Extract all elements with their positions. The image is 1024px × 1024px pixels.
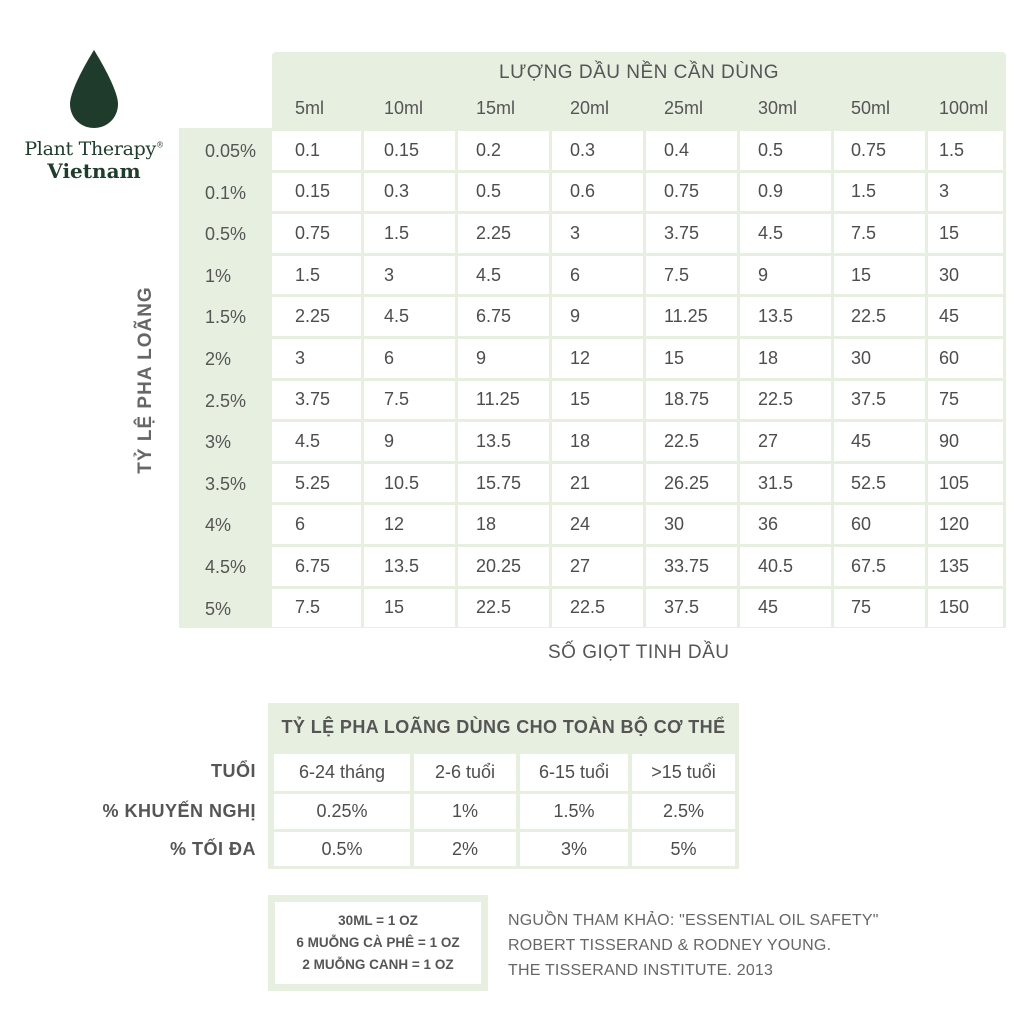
table-cell: 12 <box>364 505 455 544</box>
table-cell: 21 <box>552 464 643 503</box>
body-row-label: % KHUYẾN NGHỊ <box>102 801 256 821</box>
source-line: NGUỒN THAM KHẢO: "ESSENTIAL OIL SAFETY" <box>508 912 879 929</box>
column-header: 50ml <box>851 98 891 118</box>
table-cell: 3 <box>928 173 1003 212</box>
table-cell: 7.5 <box>272 589 361 628</box>
dilution-table-grid <box>179 128 1006 628</box>
table-cell: 22.5 <box>458 589 549 628</box>
table-cell: 0.15 <box>364 131 455 170</box>
table-cell: 20.25 <box>458 547 549 586</box>
table-cell: 0.3 <box>364 173 455 212</box>
table-cell: 0.75 <box>834 131 925 170</box>
table-cell: 1.5 <box>364 214 455 253</box>
column-header: 100ml <box>939 98 989 118</box>
column-header: 25ml <box>664 98 704 118</box>
row-label: 3% <box>205 432 232 453</box>
table-cell: 1.5 <box>834 173 925 212</box>
row-label: 2% <box>205 349 232 369</box>
table-cell: 0.5 <box>740 131 831 170</box>
table-cell: 0.9 <box>740 173 831 212</box>
table-cell: 150 <box>928 589 1003 628</box>
table-cell: 13.5 <box>458 422 549 461</box>
row-label: 4.5% <box>205 557 247 577</box>
body-table-cell: 2-6 tuổi <box>414 754 516 791</box>
table-cell: 18 <box>458 505 549 544</box>
table-cell: 75 <box>928 381 1003 420</box>
table-cell: 105 <box>928 464 1003 503</box>
source-line: THE TISSERAND INSTITUTE. 2013 <box>508 962 774 979</box>
table-cell: 67.5 <box>834 547 925 586</box>
table-cell: 4.5 <box>458 256 549 295</box>
table-cell: 75 <box>834 589 925 628</box>
x-axis-title: SỐ GIỌT TINH DẦU <box>548 642 730 663</box>
row-label: 0.05% <box>205 141 257 161</box>
table-cell: 135 <box>928 547 1003 586</box>
table-cell: 52.5 <box>834 464 925 503</box>
table-cell: 1.5 <box>272 256 361 295</box>
row-label: 1% <box>205 265 232 286</box>
column-header: 5ml <box>295 98 325 118</box>
table-cell: 0.75 <box>272 214 361 253</box>
table-cell: 0.15 <box>272 173 361 212</box>
row-label: 5% <box>205 598 232 619</box>
dilution-table-title: LƯỢNG DẦU NỀN CẦN DÙNG <box>499 62 779 83</box>
table-cell: 7.5 <box>364 381 455 420</box>
table-cell: 37.5 <box>834 381 925 420</box>
row-label: 0.5% <box>205 224 247 245</box>
table-cell: 3 <box>364 256 455 295</box>
table-cell: 37.5 <box>646 589 737 628</box>
table-cell: 0.3 <box>552 131 643 170</box>
table-cell: 13.5 <box>740 297 831 336</box>
body-row-label: TUỔI <box>211 761 256 781</box>
table-cell: 9 <box>364 422 455 461</box>
conversion-line: 30ML = 1 OZ <box>338 913 418 928</box>
table-cell: 9 <box>552 297 643 336</box>
table-cell: 12 <box>552 339 643 378</box>
table-cell: 15 <box>834 256 925 295</box>
body-table-cell: >15 tuổi <box>632 754 735 791</box>
table-cell: 0.4 <box>646 131 737 170</box>
table-cell: 11.25 <box>646 297 737 336</box>
table-cell: 0.1 <box>272 131 361 170</box>
table-cell: 6.75 <box>458 297 549 336</box>
table-cell: 15 <box>364 589 455 628</box>
row-label: 3.5% <box>205 473 247 494</box>
table-cell: 6.75 <box>272 547 361 586</box>
table-cell: 30 <box>928 256 1003 295</box>
table-cell: 3.75 <box>646 214 737 253</box>
table-cell: 9 <box>740 256 831 295</box>
body-table-cell: 5% <box>632 832 735 866</box>
table-cell: 18 <box>552 422 643 461</box>
table-cell: 3 <box>272 339 361 378</box>
table-cell: 7.5 <box>834 214 925 253</box>
conversion-line: 6 MUỖNG CÀ PHÊ = 1 OZ <box>296 935 460 950</box>
table-cell: 5.25 <box>272 464 361 503</box>
row-label: 0.1% <box>205 182 247 203</box>
row-label: 2.5% <box>205 390 247 411</box>
table-cell: 15 <box>646 339 737 378</box>
table-cell: 22.5 <box>646 422 737 461</box>
table-cell: 4.5 <box>272 422 361 461</box>
body-table-cell: 3% <box>520 832 628 866</box>
table-cell: 0.5 <box>458 173 549 212</box>
y-axis-title: TỶ LỆ PHA LOÃNG <box>135 286 156 474</box>
body-table-title: TỶ LỆ PHA LOÃNG DÙNG CHO TOÀN BỘ CƠ THỂ <box>268 703 739 751</box>
column-header: 10ml <box>384 98 424 118</box>
table-cell: 22.5 <box>834 297 925 336</box>
table-cell: 36 <box>740 505 831 544</box>
table-cell: 10.5 <box>364 464 455 503</box>
body-table-cell: 6-24 tháng <box>274 754 410 791</box>
table-cell: 2.25 <box>458 214 549 253</box>
brand-name: Plant Therapy® <box>24 138 164 160</box>
conversion-line: 2 MUỖNG CANH = 1 OZ <box>302 957 454 972</box>
table-cell: 13.5 <box>364 547 455 586</box>
table-cell: 0.2 <box>458 131 549 170</box>
table-cell: 45 <box>740 589 831 628</box>
table-cell: 40.5 <box>740 547 831 586</box>
table-cell: 90 <box>928 422 1003 461</box>
table-cell: 3.75 <box>272 381 361 420</box>
table-cell: 120 <box>928 505 1003 544</box>
row-label: 4% <box>205 515 232 536</box>
table-cell: 60 <box>928 339 1003 378</box>
table-cell: 3 <box>552 214 643 253</box>
table-cell: 9 <box>458 339 549 378</box>
table-cell: 18.75 <box>646 381 737 420</box>
table-cell: 26.25 <box>646 464 737 503</box>
brand-logo <box>14 48 174 182</box>
table-cell: 2.25 <box>272 297 361 336</box>
table-cell: 27 <box>740 422 831 461</box>
table-cell: 22.5 <box>552 589 643 628</box>
table-cell: 30 <box>646 505 737 544</box>
table-cell: 6 <box>364 339 455 378</box>
table-cell: 45 <box>834 422 925 461</box>
body-table-cell: 2.5% <box>632 794 735 829</box>
source-line: ROBERT TISSERAND & RODNEY YOUNG. <box>508 937 832 954</box>
table-cell: 27 <box>552 547 643 586</box>
body-row-label: % TỐI ĐA <box>169 839 256 859</box>
body-table-cell: 2% <box>414 832 516 866</box>
table-cell: 7.5 <box>646 256 737 295</box>
conversion-box <box>268 895 488 991</box>
source-reference <box>508 908 1008 983</box>
table-cell: 22.5 <box>740 381 831 420</box>
table-cell: 33.75 <box>646 547 737 586</box>
table-cell: 11.25 <box>458 381 549 420</box>
column-header: 15ml <box>476 98 516 118</box>
table-cell: 31.5 <box>740 464 831 503</box>
body-table-cell: 0.5% <box>274 832 410 866</box>
table-cell: 6 <box>272 505 361 544</box>
table-cell: 24 <box>552 505 643 544</box>
table-cell: 45 <box>928 297 1003 336</box>
body-table-grid <box>268 751 739 869</box>
table-cell: 0.6 <box>552 173 643 212</box>
table-cell: 4.5 <box>364 297 455 336</box>
table-cell: 1.5 <box>928 131 1003 170</box>
table-cell: 18 <box>740 339 831 378</box>
body-table-cell: 1% <box>414 794 516 829</box>
table-cell: 30 <box>834 339 925 378</box>
column-headers <box>272 98 1006 126</box>
table-cell: 15 <box>928 214 1003 253</box>
row-label: 1.5% <box>205 307 247 328</box>
table-cell: 15 <box>552 381 643 420</box>
table-cell: 6 <box>552 256 643 295</box>
body-table-cell: 0.25% <box>274 794 410 829</box>
brand-region: Vietnam <box>47 159 141 183</box>
body-table-cell: 6-15 tuổi <box>520 754 628 791</box>
table-cell: 15.75 <box>458 464 549 503</box>
column-header: 20ml <box>570 98 610 118</box>
table-cell: 60 <box>834 505 925 544</box>
table-cell: 4.5 <box>740 214 831 253</box>
table-cell: 0.75 <box>646 173 737 212</box>
column-header: 30ml <box>758 98 798 118</box>
dilution-table-header <box>272 52 1006 128</box>
body-table-cell: 1.5% <box>520 794 628 829</box>
oil-drop-icon <box>64 48 124 130</box>
